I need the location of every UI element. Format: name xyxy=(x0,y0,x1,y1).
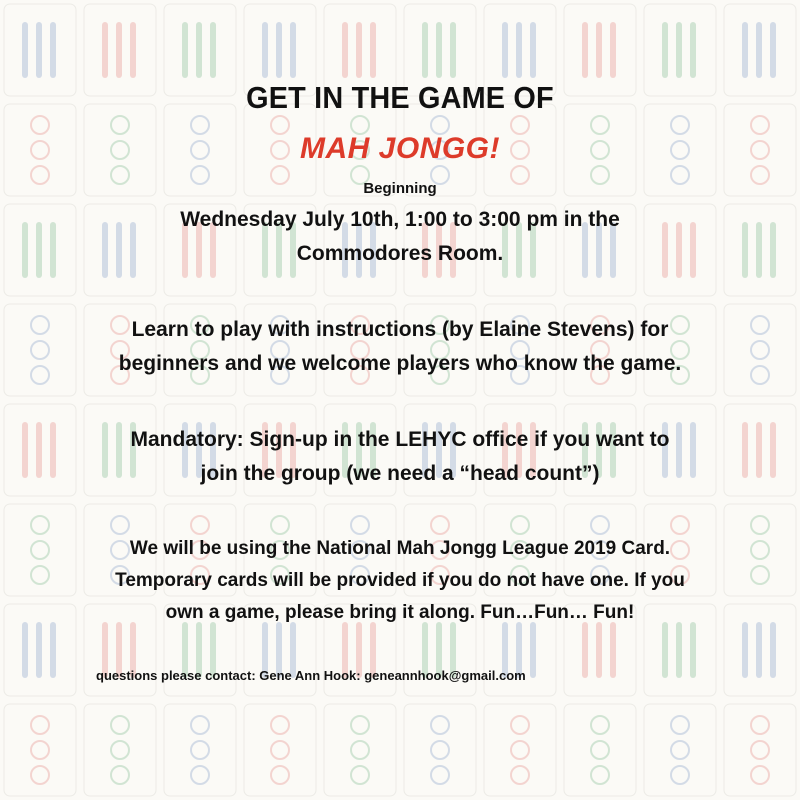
learn-line-1: Learn to play with instructions (by Elaine Stevens) for xyxy=(131,318,669,341)
flyer-subtitle: MAH JONGG! xyxy=(300,132,500,165)
date-line: Wednesday July 10th, 1:00 to 3:00 pm in the xyxy=(180,208,620,231)
card-line-2: Temporary cards will be provided if you do not have one. If you xyxy=(115,570,685,591)
flyer-title: GET IN THE GAME OF xyxy=(246,80,554,115)
room-line: Commodores Room. xyxy=(296,242,504,265)
mandatory-line-1: Mandatory: Sign-up in the LEHYC office if you want to xyxy=(130,428,670,451)
card-line-3: own a game, please bring it along. Fun…Fun… Fun! xyxy=(165,602,635,623)
contact-line: questions please contact: Gene Ann Hook: geneannhook@gmail.com xyxy=(96,668,526,683)
card-line-1: We will be using the National Mah Jongg League 2019 Card. xyxy=(129,538,671,559)
mandatory-line-2: join the group (we need a “head count”) xyxy=(200,462,600,485)
beginning-label: Beginning xyxy=(363,180,437,197)
learn-line-2: beginners and we welcome players who know the game. xyxy=(118,352,682,375)
